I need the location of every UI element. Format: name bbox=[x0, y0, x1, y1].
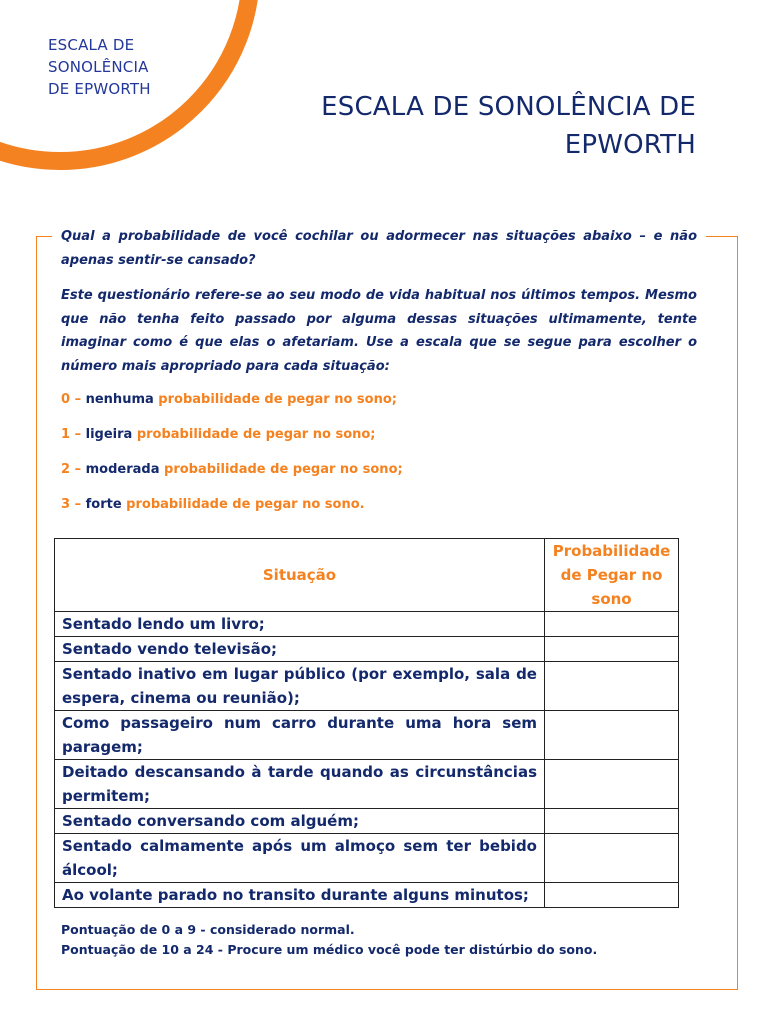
scale-number: 0 – bbox=[61, 392, 82, 407]
table-row bbox=[55, 834, 679, 883]
scale-item-0 bbox=[61, 391, 697, 409]
question-text: Qual a probabilidade de você cochilar ou adormecer nas situações abaixo – e não apenas sentir-se cansado? bbox=[61, 229, 697, 268]
score-cell[interactable] bbox=[545, 612, 679, 637]
score-cell[interactable] bbox=[545, 711, 679, 760]
brand-line-2: SONOLÊNCIA bbox=[48, 58, 149, 76]
table-row bbox=[55, 711, 679, 760]
scale-description: probabilidade de pegar no sono. bbox=[126, 497, 365, 512]
header-probability: Probabilidade de Pegar no sono bbox=[545, 539, 679, 612]
table-row bbox=[55, 662, 679, 711]
situations-table bbox=[54, 538, 679, 908]
scale-item-2 bbox=[61, 461, 697, 479]
scale-level: nenhuma bbox=[85, 392, 154, 407]
scale-description: probabilidade de pegar no sono; bbox=[136, 427, 376, 442]
title-line-2: EPWORTH bbox=[564, 130, 696, 160]
situation-cell: Sentado lendo um livro; bbox=[55, 612, 545, 637]
brand-line-3: DE EPWORTH bbox=[48, 80, 151, 98]
score-cell[interactable] bbox=[545, 662, 679, 711]
situation-cell: Deitado descansando à tarde quando as circunstâncias permitem; bbox=[55, 760, 545, 809]
scale-item-1 bbox=[61, 426, 697, 444]
score-cell[interactable] bbox=[545, 883, 679, 908]
brand-line-1: ESCALA DE bbox=[48, 36, 135, 54]
frame-border-top-left bbox=[36, 236, 52, 237]
scale-level: forte bbox=[85, 497, 122, 512]
header-situation: Situação bbox=[55, 539, 545, 612]
scale-number: 2 – bbox=[61, 462, 82, 477]
frame-border-left bbox=[36, 236, 37, 990]
instructions-section bbox=[61, 225, 697, 514]
situation-cell: Ao volante parado no transito durante alguns minutos; bbox=[55, 883, 545, 908]
table-row bbox=[55, 883, 679, 908]
scale-item-3 bbox=[61, 496, 697, 514]
scale-number: 3 – bbox=[61, 497, 82, 512]
instructions-text: Este questionário refere-se ao seu modo de vida habitual nos últimos tempos. Mesmo que não tenha feito passado por alguma dessas situações ultimamente, tente imaginar como é que elas o afetariam. Use a escala que se segue para escolher o número mais apropriado para cada situação: bbox=[61, 288, 697, 374]
situation-cell: Sentado inativo em lugar público (por exemplo, sala de espera, cinema ou reunião); bbox=[55, 662, 545, 711]
situation-cell: Sentado vendo televisão; bbox=[55, 637, 545, 662]
score-cell[interactable] bbox=[545, 637, 679, 662]
frame-border-bottom bbox=[36, 989, 738, 990]
scale-level: moderada bbox=[85, 462, 160, 477]
table-row bbox=[55, 760, 679, 809]
scale-number: 1 – bbox=[61, 427, 82, 442]
table-header-row bbox=[55, 539, 679, 612]
frame-border-right bbox=[737, 236, 738, 990]
situation-cell: Sentado calmamente após um almoço sem ter bebido álcool; bbox=[55, 834, 545, 883]
scale-description: probabilidade de pegar no sono; bbox=[158, 392, 397, 407]
brand-logo-text bbox=[48, 34, 151, 100]
scoring-notes bbox=[61, 920, 721, 960]
score-cell[interactable] bbox=[545, 809, 679, 834]
table-row bbox=[55, 809, 679, 834]
scale-level: ligeira bbox=[85, 427, 133, 442]
scale-description: probabilidade de pegar no sono; bbox=[164, 462, 403, 477]
situation-cell: Como passageiro num carro durante uma hora sem paragem; bbox=[55, 711, 545, 760]
score-cell[interactable] bbox=[545, 760, 679, 809]
score-cell[interactable] bbox=[545, 834, 679, 883]
score-note-normal: Pontuação de 0 a 9 - considerado normal. bbox=[61, 922, 355, 937]
title-line-1: ESCALA DE SONOLÊNCIA DE bbox=[321, 92, 696, 122]
table-row bbox=[55, 612, 679, 637]
table-row bbox=[55, 637, 679, 662]
score-note-disorder: Pontuação de 10 a 24 - Procure um médico você pode ter distúrbio do sono. bbox=[61, 942, 598, 957]
page-title bbox=[276, 88, 696, 164]
frame-border-top-right bbox=[706, 236, 738, 237]
situation-cell: Sentado conversando com alguém; bbox=[55, 809, 545, 834]
